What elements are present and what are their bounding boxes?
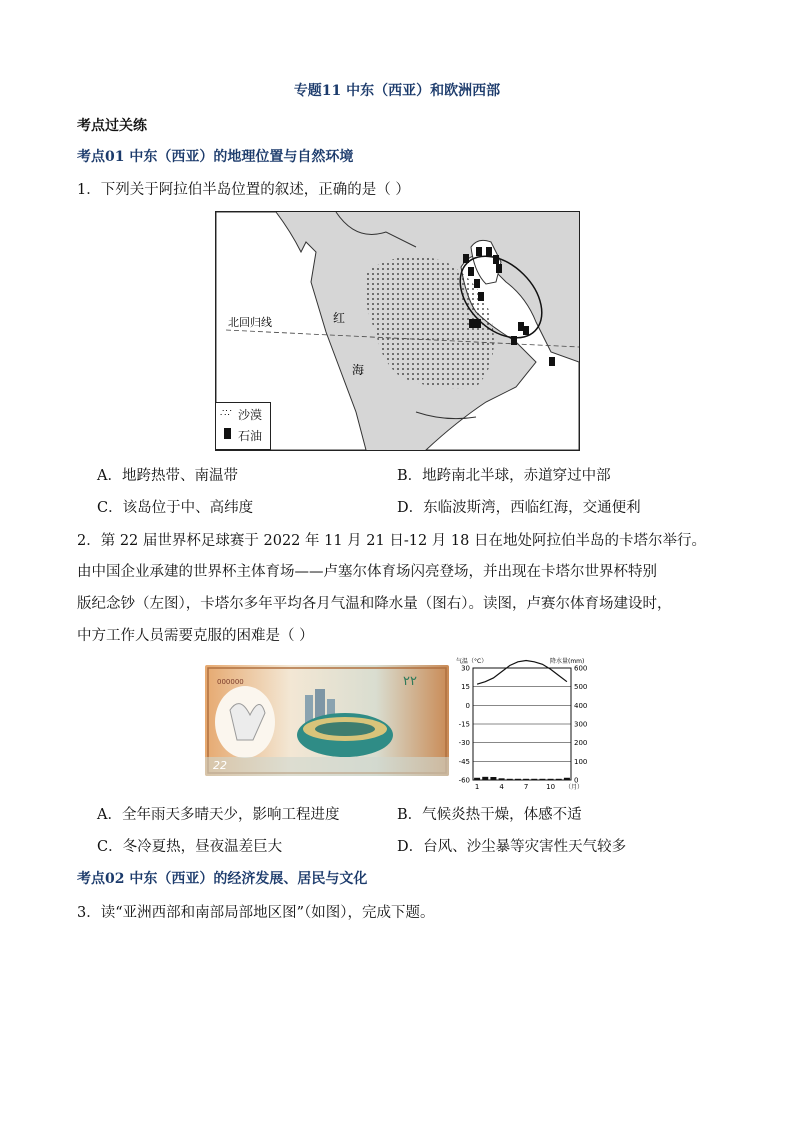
precip-bar <box>556 779 562 780</box>
q1-option-d: D．东临波斯湾，西临红海，交通便利 <box>397 500 641 516</box>
question-3-stem: 3．读“亚洲西部和南部局部地区图”（如图），完成下题。 <box>77 905 435 921</box>
q1-option-b: B．地跨南北半球，赤道穿过中部 <box>397 468 611 484</box>
y2-tick-label: 100 <box>574 757 588 766</box>
y2-axis-label: 降水量(mm) <box>550 658 585 665</box>
q1-option-a: A．地跨热带、南温带 <box>97 468 238 484</box>
precip-bar <box>523 779 529 780</box>
y-tick-label: 30 <box>461 664 470 673</box>
y-tick-label: -45 <box>458 757 470 766</box>
x-tick-label: 4 <box>499 783 504 791</box>
precip-bar <box>548 779 554 780</box>
precip-bar <box>499 778 505 780</box>
y-tick-label: -30 <box>458 739 470 748</box>
climate-chart-svg <box>456 656 604 794</box>
y2-tick-label: 0 <box>574 776 579 785</box>
x-tick-label: 7 <box>523 783 529 791</box>
y-axis-label: 气温（°C） <box>456 658 488 665</box>
page-title: 专题11 中东（西亚）和欧洲西部 <box>293 83 501 99</box>
banknote-denom: ٢٢ <box>403 674 417 689</box>
question-1-stem: 1．下列关于阿拉伯半岛位置的叙述，正确的是（ ） <box>77 182 410 198</box>
precip-bar <box>564 778 570 780</box>
desert-legend-icon: ∴∵ <box>220 408 231 419</box>
precip-bar <box>507 779 513 780</box>
x-axis-label: （月） <box>565 784 584 791</box>
question-2-line-2: 由中国企业承建的世界杯主体育场——卢塞尔体育场闪亮登场，并出现在卡塔尔世界杯特别 <box>77 564 657 580</box>
legend-oil-label: 石油 <box>238 429 263 443</box>
x-tick-label: 10 <box>546 783 556 791</box>
red-sea-label-1: 红 <box>333 311 346 325</box>
tropic-label: 北回归线 <box>228 316 272 329</box>
commemorative-banknote-image <box>205 665 449 776</box>
section-header: 考点过关练 <box>77 118 147 134</box>
question-2-line-4: 中方工作人员需要克服的困难是（ ） <box>77 628 314 644</box>
y-tick-label: 0 <box>465 701 470 710</box>
y-tick-label: 15 <box>461 683 470 692</box>
banknote-serial: 000000 <box>217 678 244 686</box>
qatar-climate-chart <box>456 656 604 794</box>
y2-tick-label: 600 <box>574 664 588 673</box>
topic-header-2: 考点02 中东（西亚）的经济发展、居民与文化 <box>77 871 368 887</box>
y2-tick-label: 200 <box>574 739 588 748</box>
topic-header-1: 考点01 中东（西亚）的地理位置与自然环境 <box>77 149 354 165</box>
question-2-line-3: 版纪念钞（左图），卡塔尔多年平均各月气温和降水量（图右）。读图，卢赛尔体育场建设时， <box>77 596 672 612</box>
precip-bar <box>531 779 537 780</box>
x-tick-label: 1 <box>474 783 480 791</box>
precip-bar <box>490 777 496 780</box>
precip-bar <box>474 778 480 780</box>
question-2-line-1: 2．第 22 届世界杯足球赛于 2022 年 11 月 21 日-12 月 18 日在地处阿拉伯半岛的卡塔尔举行。 <box>77 533 706 549</box>
banknote-number: 22 <box>213 759 227 772</box>
red-sea-label-2: 海 <box>352 363 365 377</box>
precip-bar <box>515 779 521 780</box>
legend-desert-label: 沙漠 <box>238 408 263 422</box>
y2-tick-label: 300 <box>574 720 588 729</box>
q2-option-c: C．冬冷夏热，昼夜温差巨大 <box>97 839 283 855</box>
y-tick-label: -60 <box>458 776 470 785</box>
precip-bar <box>539 779 545 780</box>
precip-bar <box>482 777 488 780</box>
q2-option-b: B．气候炎热干燥，体感不适 <box>397 807 582 823</box>
map-legend <box>215 402 271 450</box>
oil-legend-icon <box>224 428 231 439</box>
y2-tick-label: 500 <box>574 683 588 692</box>
q2-option-d: D．台风、沙尘暴等灾害性天气较多 <box>397 839 627 855</box>
y-tick-label: -15 <box>458 720 470 729</box>
y2-tick-label: 400 <box>574 701 588 710</box>
q2-option-a: A．全年雨天多晴天少，影响工程进度 <box>97 807 340 823</box>
q1-option-c: C．该岛位于中、高纬度 <box>97 500 254 516</box>
